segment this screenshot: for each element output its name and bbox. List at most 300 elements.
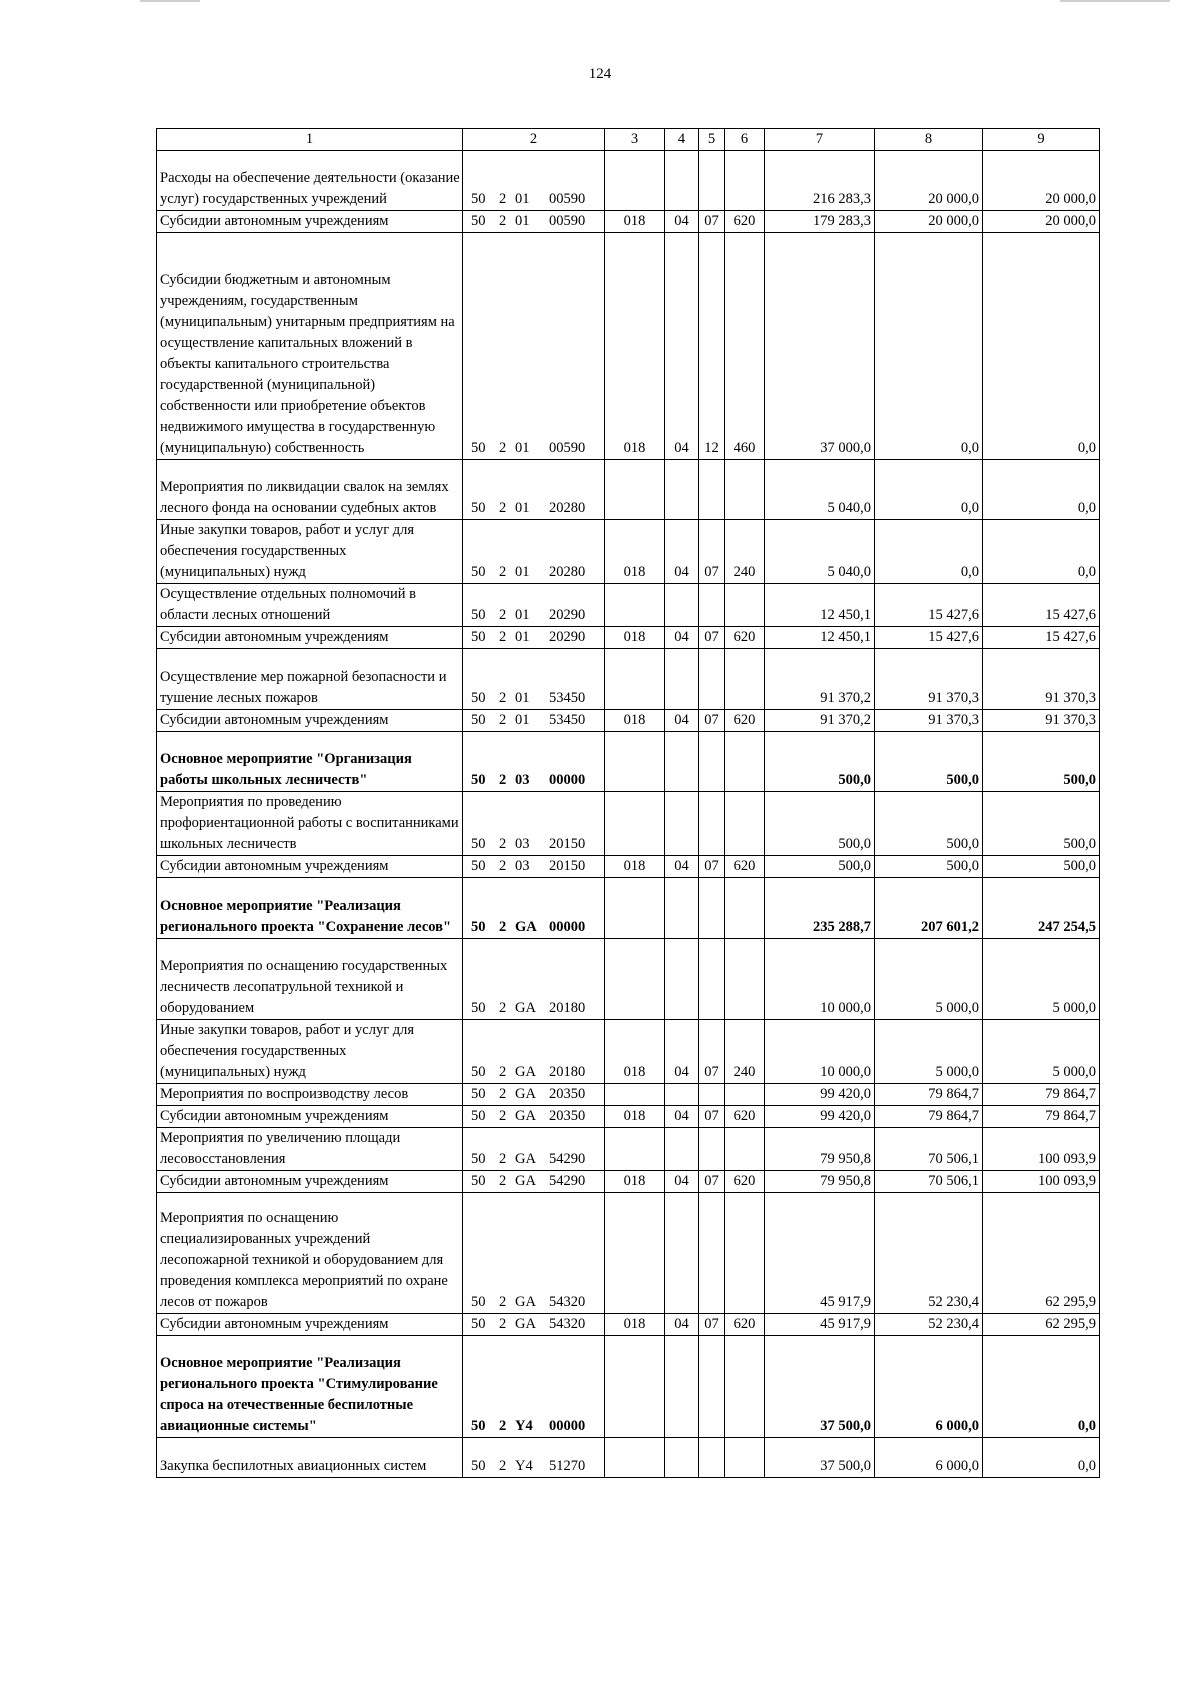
header-col-2: 2 (463, 129, 605, 151)
ministry-code: 018 (605, 710, 665, 732)
expense-type-code: 620 (725, 1314, 765, 1336)
subsection-code: 07 (699, 710, 725, 732)
ministry-code: 018 (605, 1314, 665, 1336)
row-name: Основное мероприятие "Реализация регионального проекта "Сохранение лесов" (157, 878, 463, 939)
program-code: 50 (471, 1316, 486, 1332)
subprogram-code: 2 (499, 919, 507, 935)
ministry-code: 018 (605, 520, 665, 584)
subprogram-code: 2 (499, 836, 507, 852)
target-article-code (463, 151, 605, 211)
amount-col-9: 91 370,3 (983, 710, 1100, 732)
expense-type-code: 620 (725, 1106, 765, 1128)
amount-col-7: 91 370,2 (765, 649, 875, 710)
subprogram-code: 2 (499, 1173, 507, 1189)
section-code (665, 792, 699, 856)
subsection-code (699, 1438, 725, 1478)
measure-code: GA (515, 1108, 536, 1124)
amount-col-8: 0,0 (875, 233, 983, 460)
amount-col-7: 37 000,0 (765, 233, 875, 460)
subprogram-code: 2 (499, 191, 507, 207)
table-row (157, 878, 1100, 939)
table-row (157, 792, 1100, 856)
expense-type-code (725, 584, 765, 627)
scan-edge-mark-right (1060, 0, 1170, 2)
direction-code: 20280 (549, 500, 586, 516)
measure-code: Y4 (515, 1418, 533, 1434)
measure-code: GA (515, 1294, 536, 1310)
direction-code: 20150 (549, 858, 586, 874)
measure-code: 01 (515, 213, 530, 229)
row-name: Мероприятия по оснащению специализированных учреждений лесопожарной техникой и оборудованием для проведения комплекса мероприятий по охране лесов от пожаров (157, 1193, 463, 1314)
measure-code: 03 (515, 836, 530, 852)
row-name: Иные закупки товаров, работ и услуг для обеспечения государственных (муниципальных) нужд (157, 520, 463, 584)
header-col-7: 7 (765, 129, 875, 151)
subsection-code (699, 1193, 725, 1314)
row-name: Мероприятия по оснащению государственных лесничеств лесопатрульной техникой и оборудованием (157, 939, 463, 1020)
expense-type-code (725, 939, 765, 1020)
row-name: Субсидии автономным учреждениям (157, 856, 463, 878)
direction-code: 00590 (549, 440, 586, 456)
program-code: 50 (471, 1151, 486, 1167)
amount-col-7: 216 283,3 (765, 151, 875, 211)
ministry-code (605, 1336, 665, 1438)
subsection-code (699, 1084, 725, 1106)
program-code: 50 (471, 191, 486, 207)
expense-type-code (725, 878, 765, 939)
header-col-5: 5 (699, 129, 725, 151)
amount-col-9: 0,0 (983, 1336, 1100, 1438)
target-article-code (463, 1336, 605, 1438)
program-code: 50 (471, 1108, 486, 1124)
row-name: Осуществление отдельных полномочий в области лесных отношений (157, 584, 463, 627)
expense-type-code: 620 (725, 710, 765, 732)
section-code: 04 (665, 710, 699, 732)
amount-col-7: 45 917,9 (765, 1314, 875, 1336)
subprogram-code: 2 (499, 1108, 507, 1124)
amount-col-9: 15 427,6 (983, 627, 1100, 649)
expense-type-code: 620 (725, 627, 765, 649)
target-article-code (463, 1106, 605, 1128)
amount-col-8: 5 000,0 (875, 1020, 983, 1084)
subprogram-code: 2 (499, 858, 507, 874)
program-code: 50 (471, 1086, 486, 1102)
table-row (157, 649, 1100, 710)
section-code (665, 649, 699, 710)
header-col-8: 8 (875, 129, 983, 151)
measure-code: 01 (515, 690, 530, 706)
amount-col-8: 6 000,0 (875, 1336, 983, 1438)
amount-col-7: 99 420,0 (765, 1106, 875, 1128)
subprogram-code: 2 (499, 1458, 507, 1474)
subprogram-code: 2 (499, 772, 507, 788)
amount-col-9: 0,0 (983, 233, 1100, 460)
subsection-code (699, 649, 725, 710)
measure-code: 01 (515, 440, 530, 456)
subprogram-code: 2 (499, 1418, 507, 1434)
amount-col-9: 20 000,0 (983, 151, 1100, 211)
measure-code: 03 (515, 858, 530, 874)
row-name: Субсидии автономным учреждениям (157, 211, 463, 233)
direction-code: 54290 (549, 1173, 586, 1189)
table-row (157, 627, 1100, 649)
scan-edge-mark-left (140, 0, 200, 2)
program-code: 50 (471, 772, 486, 788)
expense-type-code: 620 (725, 1171, 765, 1193)
section-code: 04 (665, 233, 699, 460)
program-code: 50 (471, 440, 486, 456)
amount-col-7: 500,0 (765, 732, 875, 792)
amount-col-8: 6 000,0 (875, 1438, 983, 1478)
direction-code: 00000 (549, 919, 586, 935)
ministry-code: 018 (605, 233, 665, 460)
expense-type-code (725, 460, 765, 520)
section-code (665, 1128, 699, 1171)
amount-col-9: 100 093,9 (983, 1128, 1100, 1171)
subprogram-code: 2 (499, 1086, 507, 1102)
amount-col-8: 79 864,7 (875, 1084, 983, 1106)
subprogram-code: 2 (499, 1294, 507, 1310)
amount-col-8: 20 000,0 (875, 151, 983, 211)
expense-type-code (725, 1193, 765, 1314)
section-code: 04 (665, 1106, 699, 1128)
row-name: Иные закупки товаров, работ и услуг для обеспечения государственных (муниципальных) нужд (157, 1020, 463, 1084)
table-header-row (157, 129, 1100, 151)
subsection-code: 07 (699, 520, 725, 584)
amount-col-7: 179 283,3 (765, 211, 875, 233)
target-article-code (463, 460, 605, 520)
subsection-code: 07 (699, 856, 725, 878)
section-code: 04 (665, 1020, 699, 1084)
subprogram-code: 2 (499, 712, 507, 728)
ministry-code (605, 649, 665, 710)
budget-table (156, 128, 1100, 1478)
ministry-code (605, 151, 665, 211)
direction-code: 20180 (549, 1000, 586, 1016)
amount-col-9: 62 295,9 (983, 1314, 1100, 1336)
ministry-code (605, 792, 665, 856)
ministry-code: 018 (605, 627, 665, 649)
amount-col-9: 79 864,7 (983, 1084, 1100, 1106)
section-code (665, 1438, 699, 1478)
direction-code: 53450 (549, 690, 586, 706)
header-col-1: 1 (157, 129, 463, 151)
ministry-code: 018 (605, 856, 665, 878)
measure-code: 01 (515, 607, 530, 623)
program-code: 50 (471, 1458, 486, 1474)
amount-col-7: 79 950,8 (765, 1171, 875, 1193)
target-article-code (463, 1438, 605, 1478)
target-article-code (463, 792, 605, 856)
amount-col-8: 70 506,1 (875, 1128, 983, 1171)
subsection-code (699, 792, 725, 856)
table-row (157, 211, 1100, 233)
subsection-code (699, 732, 725, 792)
row-name: Субсидии автономным учреждениям (157, 1106, 463, 1128)
subsection-code: 07 (699, 627, 725, 649)
table-row (157, 732, 1100, 792)
program-code: 50 (471, 213, 486, 229)
target-article-code (463, 939, 605, 1020)
subsection-code (699, 939, 725, 1020)
target-article-code (463, 649, 605, 710)
amount-col-7: 99 420,0 (765, 1084, 875, 1106)
table-row (157, 1193, 1100, 1314)
header-col-3: 3 (605, 129, 665, 151)
ministry-code (605, 1193, 665, 1314)
ministry-code (605, 732, 665, 792)
table-row (157, 151, 1100, 211)
measure-code: 01 (515, 191, 530, 207)
ministry-code (605, 878, 665, 939)
amount-col-7: 12 450,1 (765, 584, 875, 627)
amount-col-7: 5 040,0 (765, 460, 875, 520)
direction-code: 20290 (549, 607, 586, 623)
measure-code: GA (515, 1316, 536, 1332)
program-code: 50 (471, 1418, 486, 1434)
amount-col-7: 235 288,7 (765, 878, 875, 939)
subsection-code: 07 (699, 1020, 725, 1084)
target-article-code (463, 520, 605, 584)
ministry-code: 018 (605, 211, 665, 233)
program-code: 50 (471, 712, 486, 728)
measure-code: Y4 (515, 1458, 533, 1474)
amount-col-9: 5 000,0 (983, 939, 1100, 1020)
amount-col-7: 45 917,9 (765, 1193, 875, 1314)
subprogram-code: 2 (499, 629, 507, 645)
row-name: Основное мероприятие "Организация работы школьных лесничеств" (157, 732, 463, 792)
subsection-code (699, 584, 725, 627)
subsection-code (699, 1128, 725, 1171)
direction-code: 54290 (549, 1151, 586, 1167)
row-name: Осуществление мер пожарной безопасности и тушение лесных пожаров (157, 649, 463, 710)
page-number: 124 (588, 66, 612, 82)
amount-col-9: 0,0 (983, 1438, 1100, 1478)
expense-type-code: 240 (725, 520, 765, 584)
target-article-code (463, 627, 605, 649)
expense-type-code (725, 151, 765, 211)
amount-col-9: 500,0 (983, 732, 1100, 792)
header-col-4: 4 (665, 129, 699, 151)
measure-code: 01 (515, 500, 530, 516)
subsection-code (699, 1336, 725, 1438)
target-article-code (463, 710, 605, 732)
subprogram-code: 2 (499, 500, 507, 516)
expense-type-code: 620 (725, 211, 765, 233)
target-article-code (463, 1171, 605, 1193)
measure-code: GA (515, 1151, 536, 1167)
expense-type-code: 240 (725, 1020, 765, 1084)
target-article-code (463, 1020, 605, 1084)
ministry-code (605, 1438, 665, 1478)
ministry-code: 018 (605, 1171, 665, 1193)
subprogram-code: 2 (499, 440, 507, 456)
amount-col-9: 247 254,5 (983, 878, 1100, 939)
measure-code: 01 (515, 629, 530, 645)
amount-col-9: 5 000,0 (983, 1020, 1100, 1084)
section-code (665, 460, 699, 520)
target-article-code (463, 584, 605, 627)
amount-col-8: 0,0 (875, 460, 983, 520)
expense-type-code (725, 1128, 765, 1171)
table-row (157, 460, 1100, 520)
expense-type-code (725, 732, 765, 792)
table-row (157, 1438, 1100, 1478)
program-code: 50 (471, 858, 486, 874)
expense-type-code: 620 (725, 856, 765, 878)
table-row (157, 1106, 1100, 1128)
subsection-code: 07 (699, 1106, 725, 1128)
row-name: Закупка беспилотных авиационных систем (157, 1438, 463, 1478)
target-article-code (463, 1128, 605, 1171)
table-body (157, 129, 1100, 1478)
table-row (157, 939, 1100, 1020)
table-row (157, 1314, 1100, 1336)
row-name: Мероприятия по проведению профориентационной работы с воспитанниками школьных лесничеств (157, 792, 463, 856)
target-article-code (463, 211, 605, 233)
amount-col-9: 100 093,9 (983, 1171, 1100, 1193)
target-article-code (463, 1314, 605, 1336)
table-row (157, 1336, 1100, 1438)
measure-code: 01 (515, 712, 530, 728)
table-row (157, 1020, 1100, 1084)
amount-col-9: 62 295,9 (983, 1193, 1100, 1314)
ministry-code: 018 (605, 1020, 665, 1084)
subsection-code: 12 (699, 233, 725, 460)
row-name: Субсидии бюджетным и автономным учреждениям, государственным (муниципальным) унитарным предприятиям на осуществление капитальных вложений в объекты капитального строительства государственной (муниципальной) собственности или приобретение объектов недвижимого имущества в государственную (муниципальную) собственность (157, 233, 463, 460)
table-row (157, 1084, 1100, 1106)
amount-col-9: 15 427,6 (983, 584, 1100, 627)
subsection-code (699, 878, 725, 939)
target-article-code (463, 856, 605, 878)
subprogram-code: 2 (499, 213, 507, 229)
ministry-code (605, 939, 665, 1020)
target-article-code (463, 732, 605, 792)
amount-col-8: 500,0 (875, 732, 983, 792)
table-row (157, 1171, 1100, 1193)
amount-col-8: 0,0 (875, 520, 983, 584)
row-name: Расходы на обеспечение деятельности (оказание услуг) государственных учреждений (157, 151, 463, 211)
section-code (665, 151, 699, 211)
table-row (157, 520, 1100, 584)
row-name: Субсидии автономным учреждениям (157, 1171, 463, 1193)
expense-type-code (725, 792, 765, 856)
amount-col-8: 52 230,4 (875, 1193, 983, 1314)
amount-col-9: 500,0 (983, 856, 1100, 878)
section-code: 04 (665, 211, 699, 233)
ministry-code: 018 (605, 1106, 665, 1128)
direction-code: 54320 (549, 1294, 586, 1310)
amount-col-8: 91 370,3 (875, 649, 983, 710)
section-code (665, 732, 699, 792)
amount-col-9: 500,0 (983, 792, 1100, 856)
direction-code: 20150 (549, 836, 586, 852)
table-row (157, 233, 1100, 460)
section-code: 04 (665, 520, 699, 584)
amount-col-9: 91 370,3 (983, 649, 1100, 710)
program-code: 50 (471, 690, 486, 706)
subprogram-code: 2 (499, 1000, 507, 1016)
amount-col-7: 5 040,0 (765, 520, 875, 584)
subprogram-code: 2 (499, 1064, 507, 1080)
ministry-code (605, 1128, 665, 1171)
program-code: 50 (471, 836, 486, 852)
section-code: 04 (665, 1171, 699, 1193)
direction-code: 20350 (549, 1086, 586, 1102)
amount-col-7: 37 500,0 (765, 1336, 875, 1438)
measure-code: GA (515, 1086, 536, 1102)
table-row (157, 710, 1100, 732)
subsection-code: 07 (699, 211, 725, 233)
measure-code: GA (515, 1173, 536, 1189)
amount-col-8: 15 427,6 (875, 627, 983, 649)
section-code (665, 939, 699, 1020)
section-code (665, 584, 699, 627)
subprogram-code: 2 (499, 607, 507, 623)
program-code: 50 (471, 919, 486, 935)
header-col-6: 6 (725, 129, 765, 151)
amount-col-7: 10 000,0 (765, 1020, 875, 1084)
subprogram-code: 2 (499, 690, 507, 706)
amount-col-8: 500,0 (875, 856, 983, 878)
table-row (157, 584, 1100, 627)
subsection-code: 07 (699, 1314, 725, 1336)
amount-col-7: 79 950,8 (765, 1128, 875, 1171)
amount-col-8: 207 601,2 (875, 878, 983, 939)
amount-col-8: 79 864,7 (875, 1106, 983, 1128)
row-name: Субсидии автономным учреждениям (157, 1314, 463, 1336)
program-code: 50 (471, 629, 486, 645)
target-article-code (463, 878, 605, 939)
amount-col-8: 52 230,4 (875, 1314, 983, 1336)
amount-col-7: 500,0 (765, 856, 875, 878)
expense-type-code: 460 (725, 233, 765, 460)
amount-col-8: 70 506,1 (875, 1171, 983, 1193)
direction-code: 00590 (549, 191, 586, 207)
table-row (157, 1128, 1100, 1171)
subsection-code (699, 460, 725, 520)
section-code (665, 1336, 699, 1438)
program-code: 50 (471, 500, 486, 516)
subprogram-code: 2 (499, 564, 507, 580)
target-article-code (463, 1084, 605, 1106)
expense-type-code (725, 1336, 765, 1438)
ministry-code (605, 460, 665, 520)
row-name: Мероприятия по увеличению площади лесовосстановления (157, 1128, 463, 1171)
amount-col-8: 15 427,6 (875, 584, 983, 627)
amount-col-8: 20 000,0 (875, 211, 983, 233)
amount-col-9: 0,0 (983, 460, 1100, 520)
amount-col-8: 500,0 (875, 792, 983, 856)
row-name: Субсидии автономным учреждениям (157, 627, 463, 649)
measure-code: GA (515, 919, 537, 935)
header-col-9: 9 (983, 129, 1100, 151)
section-code: 04 (665, 856, 699, 878)
program-code: 50 (471, 1000, 486, 1016)
program-code: 50 (471, 1294, 486, 1310)
amount-col-8: 91 370,3 (875, 710, 983, 732)
amount-col-7: 91 370,2 (765, 710, 875, 732)
row-name: Субсидии автономным учреждениям (157, 710, 463, 732)
measure-code: 03 (515, 772, 530, 788)
direction-code: 20290 (549, 629, 586, 645)
subsection-code: 07 (699, 1171, 725, 1193)
target-article-code (463, 1193, 605, 1314)
section-code: 04 (665, 627, 699, 649)
direction-code: 00000 (549, 1418, 586, 1434)
direction-code: 20180 (549, 1064, 586, 1080)
expense-type-code (725, 649, 765, 710)
direction-code: 20350 (549, 1108, 586, 1124)
